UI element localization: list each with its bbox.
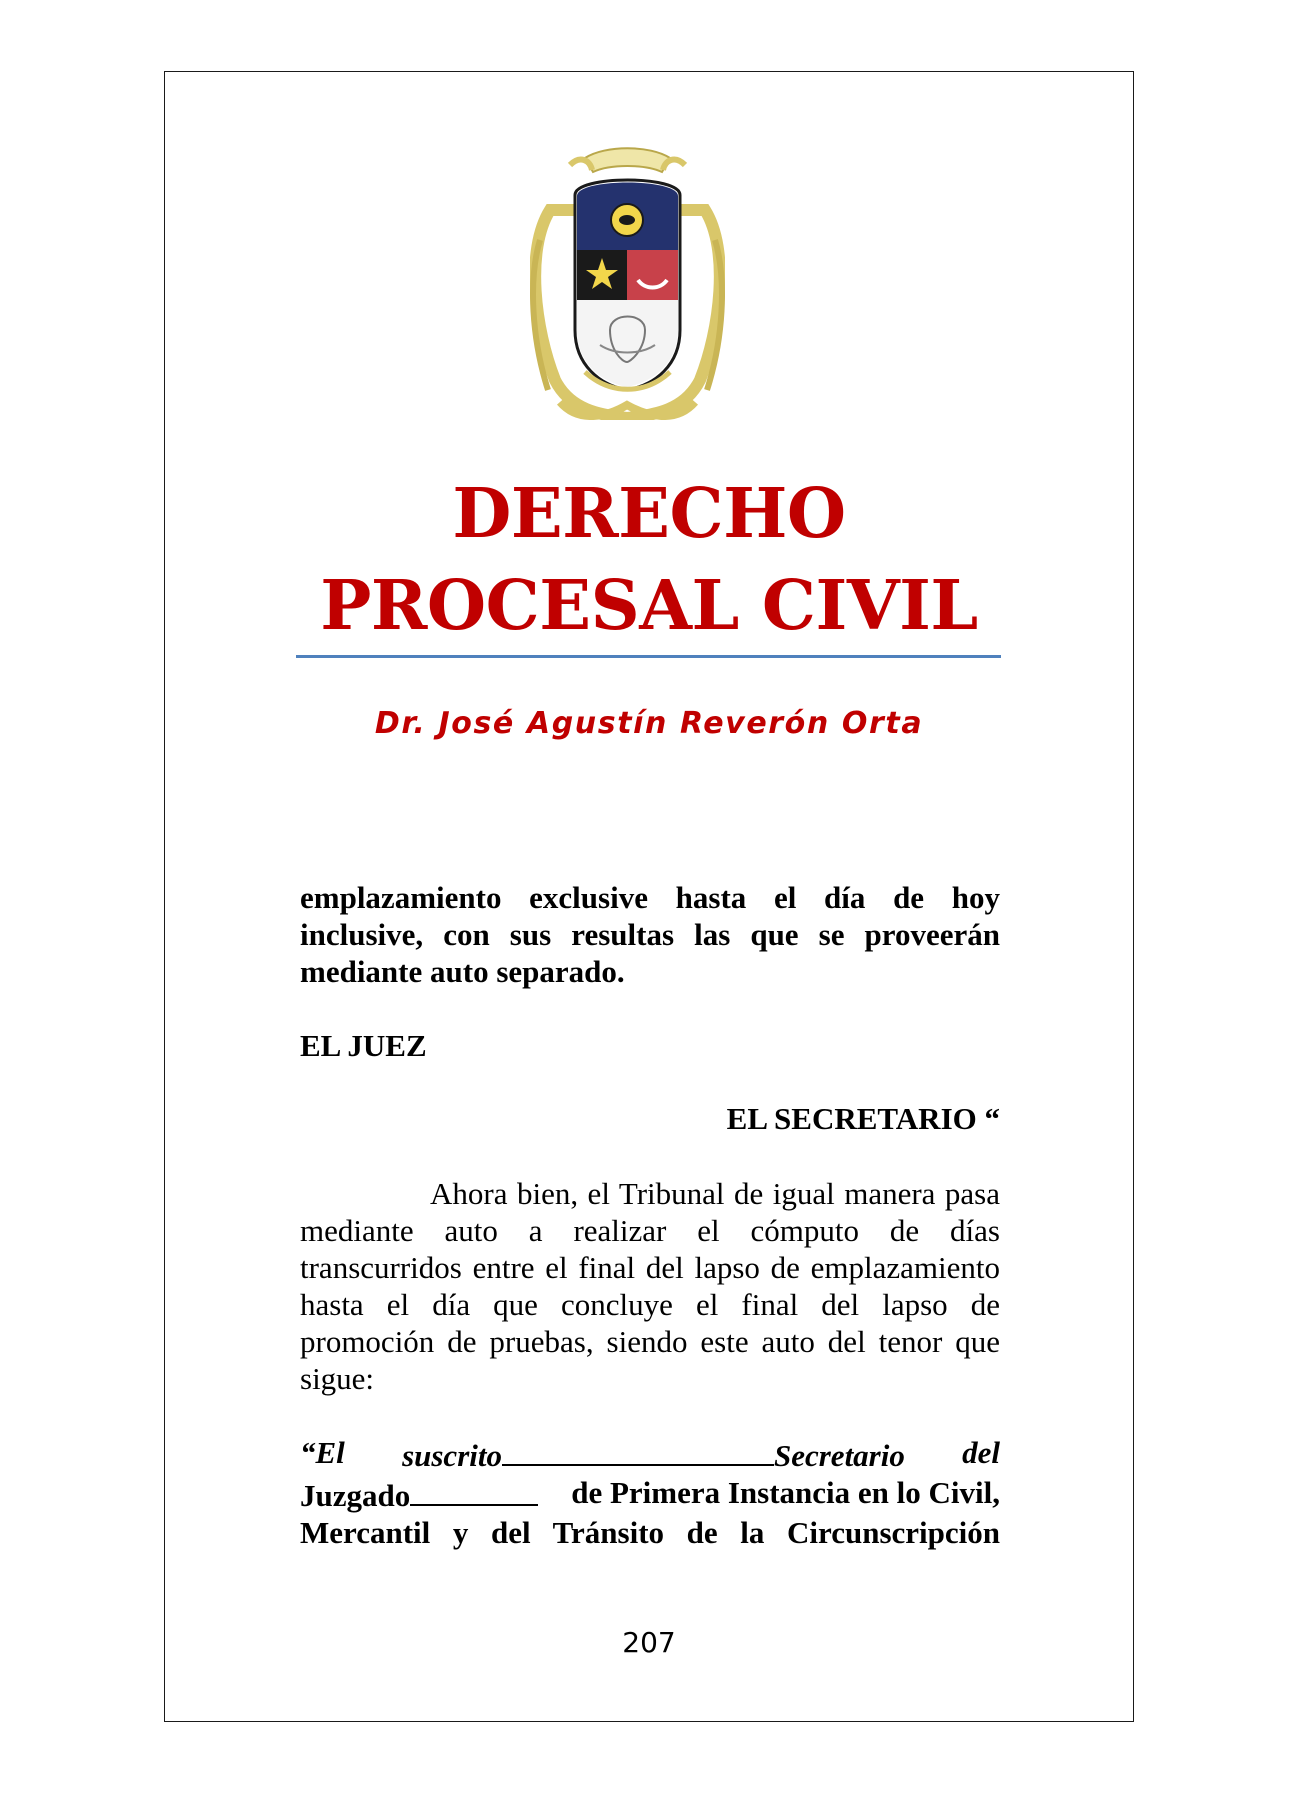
quote-word-secretario: Secretario <box>773 1438 905 1473</box>
university-crest-icon <box>530 140 725 420</box>
blank-line-secretary-name <box>502 1434 774 1466</box>
quote-line-1 <box>300 1434 1000 1474</box>
quoted-auto <box>300 1434 1000 1551</box>
page-number: 207 <box>622 1626 676 1659</box>
quote-line-2-rest: de Primera Instancia en lo Civil, <box>571 1475 1000 1510</box>
quote-line-3: Mercantil y del Tránsito de la Circunscripción <box>300 1515 1000 1550</box>
title-divider <box>296 655 1001 658</box>
paragraph-emplazamiento: emplazamiento exclusive hasta el día de hoy inclusive, con sus resultas las que se proveerán mediante auto separado. <box>300 880 1000 989</box>
quote-word-suscrito: suscrito <box>402 1438 502 1473</box>
quote-line-2 <box>300 1474 1000 1514</box>
quote-word-juzgado: Juzgado <box>300 1478 411 1513</box>
document-title-line-1: DERECHO <box>452 474 846 554</box>
document-title-line-2: PROCESAL CIVIL <box>320 566 978 646</box>
quote-word-el: “El <box>300 1435 345 1470</box>
signature-judge: EL JUEZ <box>300 1028 427 1063</box>
quote-juzgado-group <box>300 1474 538 1514</box>
paragraph-computo: Ahora bien, el Tribunal de igual manera pasa mediante auto a realizar el cómputo de días transcurridos entre el final del lapso de emplazamiento hasta el día que concluye el final del lapso de promoción de pruebas, siendo este auto del tenor que sigue: <box>300 1176 1000 1396</box>
author-name: Dr. José Agustín Reverón Orta <box>374 706 924 741</box>
quote-word-del: del <box>962 1435 1000 1470</box>
blank-line-court-number <box>410 1474 538 1506</box>
signature-secretary: EL SECRETARIO “ <box>726 1101 1000 1136</box>
quote-suscrito-group <box>402 1434 905 1474</box>
